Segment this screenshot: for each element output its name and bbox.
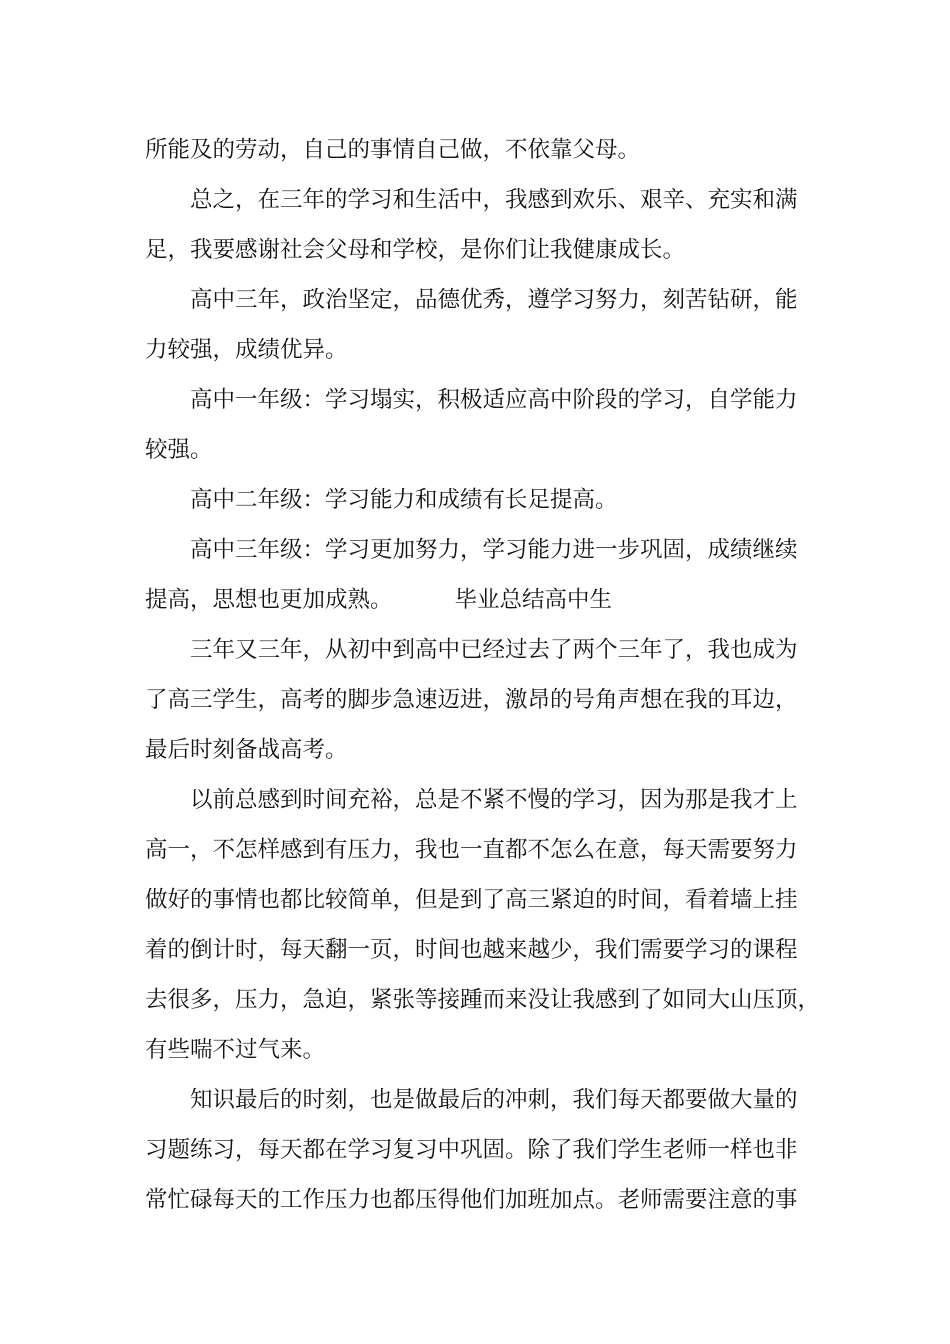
section-heading: 毕业总结高中生 [454,587,613,613]
text-line: 做好的事情也都比较简单，但是到了高三紧迫的时间，看着墙上挂 [145,887,798,913]
text-line: 常忙碌每天的工作压力也都压得他们加班加点。老师需要注意的事 [145,1187,798,1213]
text-line: 有些喘不过气来。 [145,1037,326,1063]
text-line: 高一，不怎样感到有压力，我也一直都不怎么在意，每天需要努力 [145,837,798,863]
paragraph-three-more-years: 三年又三年，从初中到高中已经过去了两个三年了，我也成为 [190,637,798,663]
paragraph-summary: 总之，在三年的学习和生活中，我感到欢乐、艰辛、充实和满 [190,187,798,213]
paragraph-three-years: 高中三年，政治坚定，品德优秀，遵学习努力，刻苦钻研，能 [190,287,798,313]
text-line-with-heading [145,585,612,615]
paragraph-past-time: 以前总感到时间充裕，总是不紧不慢的学习，因为那是我才上 [190,787,798,813]
text-line: 力较强，成绩优异。 [145,337,348,363]
text-line: 去很多，压力，急迫，紧张等接踵而来没让我感到了如同大山压顶， [145,987,821,1013]
text-line: 较强。 [145,437,213,463]
text-line: 习题练习，每天都在学习复习中巩固。除了我们学生老师一样也非 [145,1137,798,1163]
paragraph-grade-one: 高中一年级：学习塌实，积极适应高中阶段的学习，自学能力 [190,387,798,413]
text-line: 着的倒计时，每天翻一页，时间也越来越少，我们需要学习的课程 [145,937,798,963]
paragraph-final-sprint: 知识最后的时刻，也是做最后的冲刺，我们每天都要做大量的 [190,1087,798,1113]
text-line: 足，我要感谢社会父母和学校，是你们让我健康成长。 [145,237,686,263]
text-line: 最后时刻备战高考。 [145,737,348,763]
paragraph-grade-two: 高中二年级：学习能力和成绩有长足提高。 [190,487,618,513]
text-line: 所能及的劳动，自己的事情自己做，不依靠父母。 [145,137,641,163]
text-line: 提高，思想也更加成熟。 [145,587,393,613]
paragraph-grade-three: 高中三年级：学习更加努力，学习能力进一步巩固，成绩继续 [190,537,798,563]
text-line: 了高三学生，高考的脚步急速迈进，激昂的号角声想在我的耳边， [145,687,798,713]
